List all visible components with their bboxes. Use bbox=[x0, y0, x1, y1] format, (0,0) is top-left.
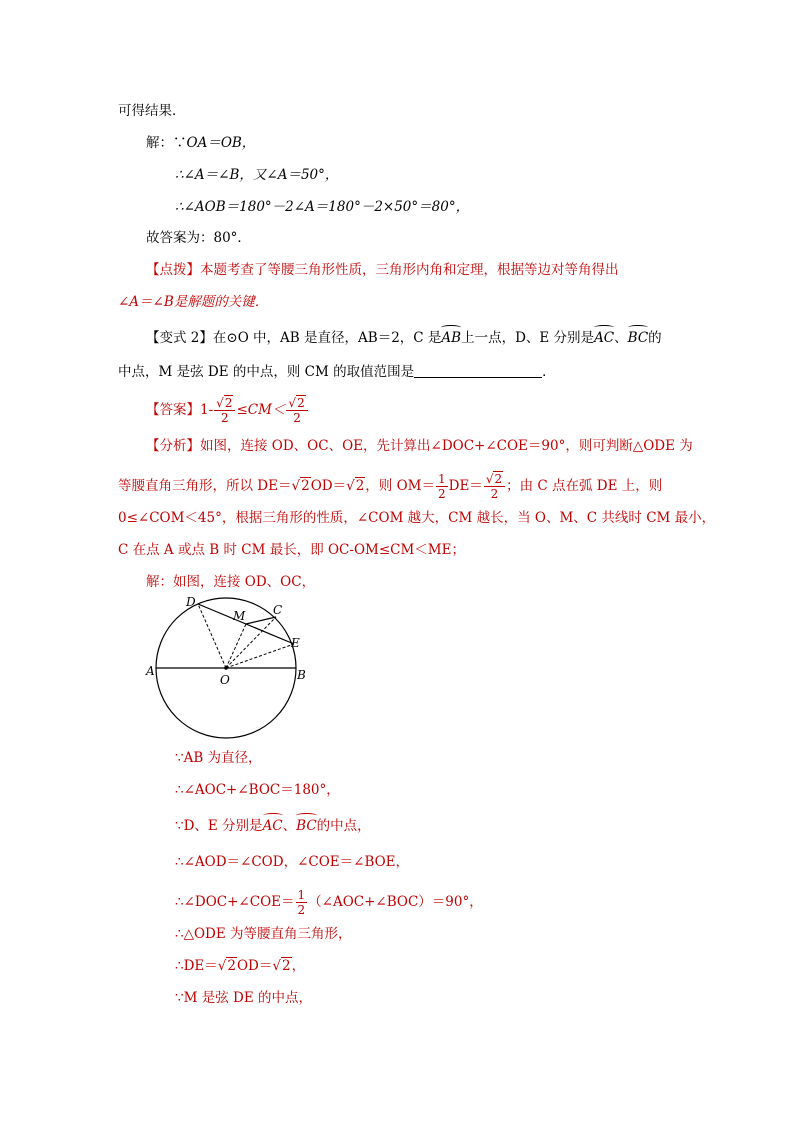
step-3: ∵D、E 分别是AC、BC的中点， bbox=[175, 818, 371, 834]
step-4: ∴∠AOD＝∠COD，∠COE＝∠BOE， bbox=[175, 854, 410, 870]
label-b: B bbox=[297, 668, 306, 682]
intro-line-3: ∴∠A＝∠B，又∠A＝50°， bbox=[175, 167, 339, 183]
answer-blank bbox=[414, 363, 542, 378]
segment-mc bbox=[246, 617, 276, 624]
answer-line: 【答案】1- $\frac{√2}{2}$ ≤CM＜ $\frac{√2}{2}$ bbox=[146, 396, 309, 425]
segment-oe bbox=[226, 644, 294, 668]
analysis-line-5: 解：如图，连接 OD、OC， bbox=[146, 574, 316, 590]
label-c: C bbox=[273, 603, 283, 617]
analysis-tag: 【分析】 bbox=[146, 438, 200, 454]
segment-om bbox=[226, 624, 246, 668]
hint-line-1: 【点拨】本题考查了等腰三角形性质，三角形内角和定理，根据等边对等角得出 bbox=[146, 262, 619, 278]
intro-line-1: 可得结果． bbox=[118, 103, 186, 119]
analysis-line-1: 【分析】如图，连接 OD、OC、OE，先计算出∠DOC+∠COE＝90°，则可判断△ODE 为 bbox=[146, 438, 693, 454]
step-5: ∴∠DOC+∠COE＝ $\frac{1}{2}$ （∠AOC+∠BOC）＝90°， bbox=[175, 888, 483, 917]
problem-line-1: 【变式 2】在⊙O 中，AB 是直径，AB＝2，C 是AB上一点，D、E 分别是AC、BC的 bbox=[146, 330, 662, 346]
circle-figure bbox=[140, 592, 320, 752]
label-m: M bbox=[233, 609, 246, 623]
arc-ac: AC bbox=[594, 330, 615, 346]
analysis-line-2: 等腰直角三角形，所以 DE＝√2OD＝√2，则 OM＝ $\frac{1}{2}$ DE＝ $\frac{√2}{2}$ ；由 C 点在弧 DE 上，则 bbox=[118, 472, 663, 501]
label-o: O bbox=[220, 673, 230, 687]
problem-line-2: 中点，M 是弦 DE 的中点，则 CM 的取值范围是 ． bbox=[118, 364, 556, 380]
label-d: D bbox=[186, 595, 196, 609]
step-1: ∵AB 为直径， bbox=[175, 750, 262, 766]
label-a: A bbox=[146, 664, 155, 678]
answer-frac-left: $\frac{√2}{2}$ bbox=[214, 396, 235, 425]
step-6: ∴△ODE 为等腰直角三角形， bbox=[175, 926, 352, 942]
arc-ab: AB bbox=[441, 330, 462, 346]
intro-line-4: ∴∠AOB＝180°－2∠A＝180°－2×50°＝80°， bbox=[175, 199, 470, 215]
step-2: ∴∠AOC+∠BOC＝180°， bbox=[175, 782, 340, 798]
step-8: ∵M 是弦 DE 的中点， bbox=[175, 990, 312, 1006]
arc-bc: BC bbox=[627, 330, 649, 346]
label-e: E bbox=[291, 636, 300, 650]
point-o bbox=[224, 666, 228, 670]
arc-bc-step: BC bbox=[296, 818, 317, 834]
segment-oc bbox=[226, 617, 276, 668]
hint-line-2: ∠A＝∠B是解题的关键． bbox=[118, 294, 269, 310]
hint-tag: 【点拨】 bbox=[146, 262, 200, 278]
answer-tag: 【答案】 bbox=[146, 402, 200, 418]
intro-line-5: 故答案为：80°． bbox=[146, 230, 251, 246]
analysis-line-4: C 在点 A 或点 B 时 CM 最长，即 OC-OM≤CM＜ME； bbox=[118, 542, 465, 558]
answer-frac-right: $\frac{√2}{2}$ bbox=[286, 396, 307, 425]
analysis-line-3: 0≤∠COM＜45°，根据三角形的性质，∠COM 越大，CM 越长，当 O、M、C 共线时 CM 最小， bbox=[118, 510, 716, 526]
arc-ac-step: AC bbox=[262, 818, 283, 834]
intro-line-2: 解：∵OA＝OB， bbox=[146, 135, 256, 151]
step-7: ∴DE＝√2OD＝√2， bbox=[175, 958, 306, 974]
